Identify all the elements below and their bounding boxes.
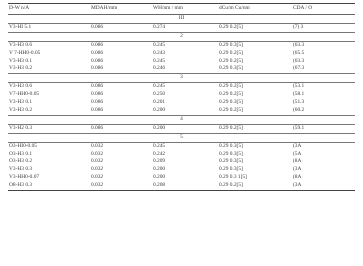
cell-dcu: 0.29 0.2[5] [219,57,243,64]
section-row [8,32,355,41]
cell-dcu: 0.29 0.3[5] [218,142,292,150]
table-row [8,83,355,91]
table-row [8,166,355,174]
cell-specimen: V3-H2 0.3 [8,124,90,133]
table-row [8,158,355,166]
cell-specimen: O3-H3 0.1 [9,150,33,157]
cell-mdah: 0.032 [90,182,152,190]
cell-dcu: 0.29 0.2[5] [218,124,292,133]
cell-wh: 0.200 [152,124,218,133]
cell-wh: 0.242 [153,150,166,157]
cell-specimen: V3-H3 0.6 [8,41,90,49]
cell-specimen: V3-H3 0.3 [9,166,33,173]
table-row [8,151,355,159]
cell-cda: (67.3 [293,65,305,72]
section-label: 5 [8,133,355,142]
cell-cda: (7) 3 [292,23,355,32]
cell-cda: (51.3 [293,99,305,106]
cell-cda: (63.3 [293,57,305,64]
table-row [8,65,355,73]
cell-cda: (3A [292,182,355,190]
table-row [8,99,355,107]
cell-cda: (65.5 [293,49,305,56]
cell-dcu: 0.29 0.2[5] [218,23,292,32]
cell-dcu: 0.29 0.2[5] [218,182,292,190]
cell-wh: 0.243 [153,49,166,56]
cell-wh: 0.209 [153,158,166,165]
cell-wh: 0.245 [152,41,218,49]
table-row [8,58,355,66]
cell-cda: (8A [293,158,302,165]
section-row [8,133,355,142]
cell-wh: 0.200 [153,166,166,173]
cell-wh: 0.245 [152,142,218,150]
cell-cda: (59.1 [292,124,355,133]
cell-specimen: V3-H3 0.2 [9,65,33,72]
cell-dcu: 0.29 0.3[5] [219,158,243,165]
cell-mdah: 0.086 [90,23,152,32]
cell-specimen: V3-HI 5.1 [8,23,90,32]
section-label: III [178,15,185,21]
cell-wh: 0.245 [152,83,218,91]
cell-specimen: V3-HH0-0.07 [9,174,40,181]
table-row [8,142,355,150]
cell-wh: 0.200 [153,106,166,113]
data-table [8,3,355,191]
cell-cda: (63.3 [292,41,355,49]
table-row [8,23,355,32]
cell-specimen: V3-H3 0.1 [9,99,33,106]
cell-cda: (60.2 [293,106,305,113]
header-specimen: D-W n/A [8,4,90,15]
cell-mdah: 0.086 [91,49,104,56]
cell-cda: (8A [293,174,302,181]
cell-mdah: 0.032 [91,166,104,173]
cell-mdah: 0.086 [90,124,152,133]
cell-mdah: 0.086 [91,91,104,98]
cell-dcu: 0.29 0.2[5] [219,106,243,113]
cell-specimen: V3-H3 0.1 [9,57,33,64]
cell-mdah: 0.032 [90,142,152,150]
cell-cda: (3A [293,166,302,173]
table-row [8,50,355,58]
section-row [8,115,355,124]
table-row [8,174,355,182]
cell-dcu: 0.29 0.2[5] [219,91,243,98]
cell-dcu: 0.29 0.2[5] [219,49,243,56]
header-mdah: MDAH/mm [90,4,152,15]
section-label: 3 [8,74,355,83]
cell-mdah: 0.086 [90,41,152,49]
cell-cda: (3A [292,142,355,150]
table-row [8,182,355,190]
cell-dcu: 0.29 0.3[5] [218,41,292,49]
cell-mdah: 0.032 [91,150,104,157]
cell-dcu: 0.29 0.3[5] [219,166,243,173]
cell-specimen: V 7-HH0-0.05 [9,49,41,56]
cell-mdah: 0.086 [91,99,104,106]
cell-cda: (58.1 [293,91,305,98]
section-row [8,15,355,24]
cell-dcu: 0.29 0.3[5] [219,99,243,106]
cell-specimen: V3-H3 0.6 [8,83,90,91]
table-row [8,91,355,99]
cell-wh: 0.200 [153,174,166,181]
cell-specimen: O3-H3 0.2 [9,158,33,165]
table-body [8,15,355,191]
cell-mdah: 0.086 [91,57,104,64]
cell-cda: (5A [293,150,302,157]
cell-dcu: 0.29 0.3[5] [219,65,243,72]
cell-specimen: O8-H3 0.3 [8,182,90,190]
cell-wh: 0.201 [153,99,166,106]
cell-dcu: 0.29 0.3[5] [219,150,243,157]
header-cda: CDA / O [292,4,355,15]
section-row [8,74,355,83]
table-row [8,41,355,49]
cell-specimen: O3-HI0-0.05 [8,142,90,150]
cell-wh: 0.245 [153,57,166,64]
section-label: 4 [8,115,355,124]
cell-dcu: 0.29 0.2[5] [218,83,292,91]
section-label: 2 [8,32,355,41]
cell-dcu: 0.29 0.3 1[5] [219,174,247,181]
cell-wh: 0.274 [152,23,218,32]
cell-wh: 0.246 [153,65,166,72]
cell-wh: 0.208 [152,182,218,190]
cell-wh: 0.250 [153,91,166,98]
cell-mdah: 0.086 [91,106,104,113]
cell-specimen: V3-H3 0.2 [9,106,33,113]
cell-mdah: 0.086 [91,65,104,72]
header-dcu: dCu/m Cu/nm [218,4,292,15]
cell-mdah: 0.032 [91,174,104,181]
table-row [8,124,355,133]
cell-mdah: 0.032 [91,158,104,165]
header-row [8,4,355,15]
table-row [8,107,355,115]
header-wh: WH/nm / mm [152,4,218,15]
cell-mdah: 0.086 [90,83,152,91]
cell-cda: (53.1 [292,83,355,91]
cell-specimen: V7-HH0-0.05 [9,91,40,98]
